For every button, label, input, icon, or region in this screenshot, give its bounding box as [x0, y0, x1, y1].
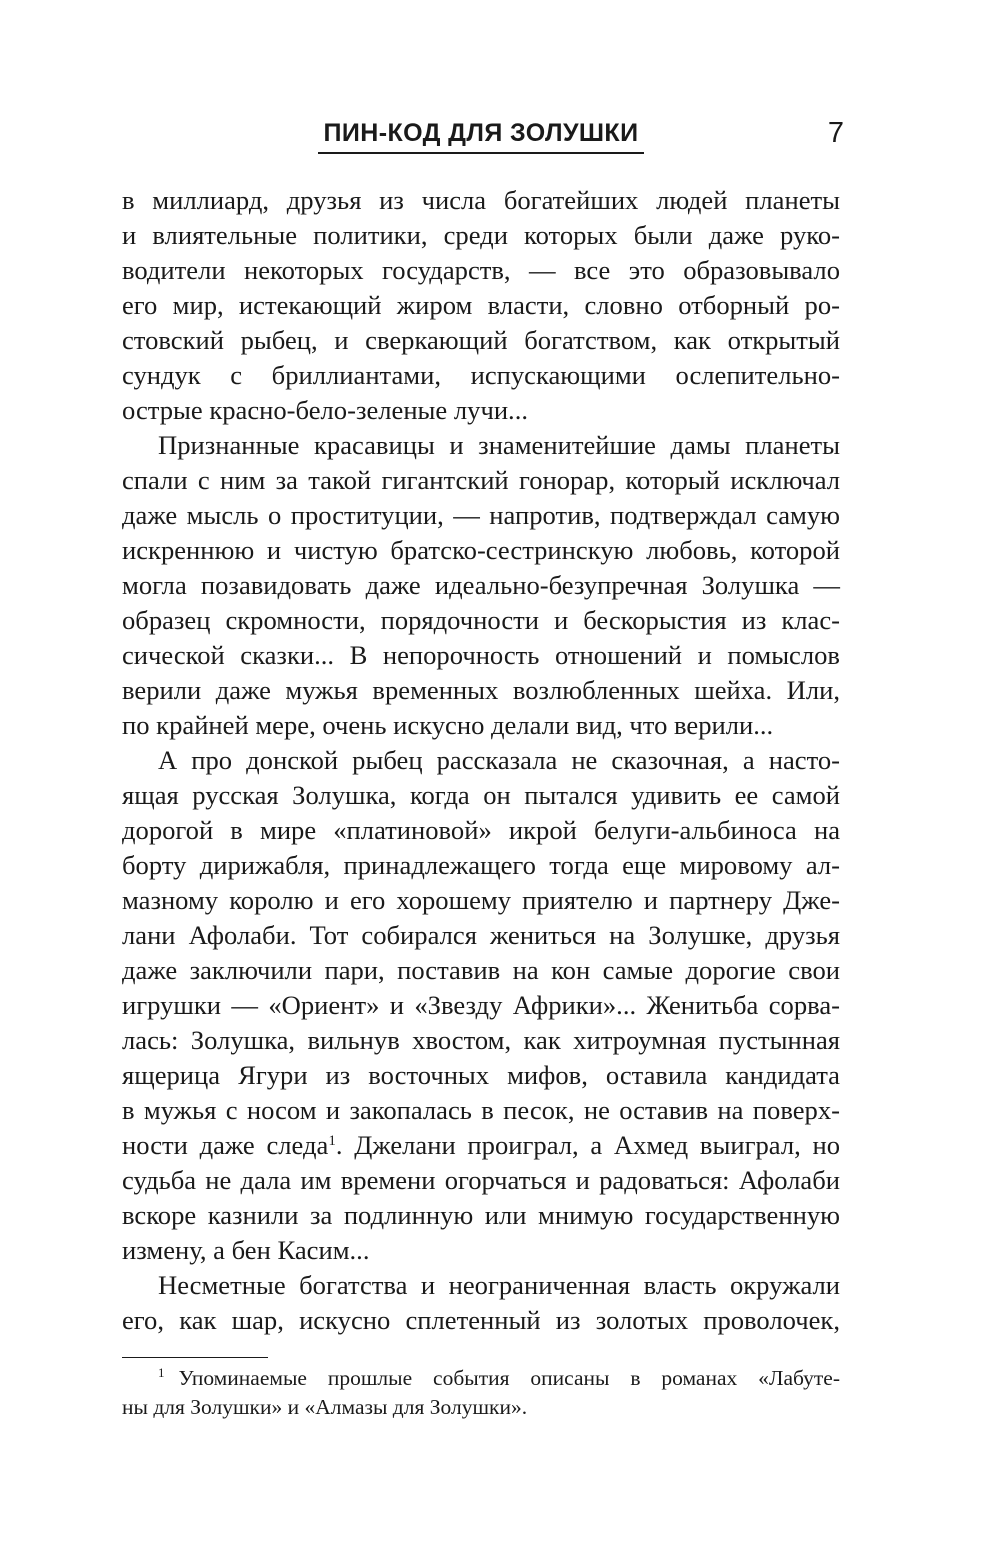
paragraph-first-line: Признанные красавицы и знаменитейшие дамы планеты	[158, 430, 840, 460]
text-line: стовский рыбец, и сверкающий богатством, как открытый	[122, 325, 840, 355]
text-line: лани Афолаби. Тот собирался жениться на Золушке, друзья	[122, 920, 840, 950]
text-line: дорогой в мире «платиновой» икрой белуги-альбиноса на	[122, 815, 840, 845]
footnote-line: ны для Золушки» и «Алмазы для Золушки».	[122, 1395, 528, 1419]
page-number: 7	[827, 117, 844, 149]
text-line: образец скромности, порядочности и бескорыстия из клас-	[122, 605, 840, 635]
text-line: и влиятельные политики, среди которых были даже руко-	[122, 220, 840, 250]
text-segment: . Джелани проиграл, а Ахмед выиграл, но	[335, 1130, 841, 1160]
text-line: могла позавидовать даже идеально-безупречная Золушка —	[122, 570, 840, 600]
footnotes	[122, 1364, 840, 1422]
text-line: водители некоторых государств, — все это образовывало	[122, 255, 840, 285]
text-line: игрушки — «Ориент» и «Звезду Африки»... Женитьба сорва-	[122, 990, 840, 1020]
text-line: даже мысль о проституции, — напротив, подтверждал самую	[122, 500, 840, 530]
text-line: лась: Золушка, вильнув хвостом, как хитроумная пустынная	[122, 1025, 840, 1055]
text-line: вскоре казнили за подлинную или мнимую государственную	[122, 1200, 840, 1230]
body-text	[122, 183, 840, 1338]
text-line: сической сказки... В непорочность отношений и помыслов	[122, 640, 840, 670]
text-segment: ности даже следа	[122, 1130, 329, 1160]
text-line: в миллиард, друзья из числа богатейших людей планеты	[122, 185, 840, 215]
text-line-with-footnote	[122, 1128, 840, 1163]
text-line: сундук с бриллиантами, испускающими ослепительно-	[122, 360, 840, 390]
paragraph-first-line: А про донской рыбец рассказала не сказочная, а насто-	[158, 745, 840, 775]
text-line: спали с ним за такой гигантский гонорар, который исключал	[122, 465, 840, 495]
footnote-text: Упоминаемые прошлые события описаны в романах «Лабуте-	[178, 1366, 840, 1390]
text-line: искреннюю и чистую братско-сестринскую любовь, которой	[122, 535, 840, 565]
text-line: ящая русская Золушка, когда он пытался удивить ее самой	[122, 780, 840, 810]
footnote-reference[interactable]: 1	[328, 1133, 336, 1149]
text-line: верили даже мужья временных возлюбленных шейха. Или,	[122, 675, 840, 705]
text-line: его мир, истекающий жиром власти, словно отборный ро-	[122, 290, 840, 320]
text-line: даже заключили пари, поставив на кон самые дорогие свои	[122, 955, 840, 985]
running-head-title: ПИН-КОД ДЛЯ ЗОЛУШКИ	[318, 116, 644, 154]
footnote-divider	[122, 1357, 268, 1358]
text-line: острые красно-бело-зеленые лучи...	[122, 395, 528, 425]
text-line: мазному королю и его хорошему приятелю и партнеру Дже-	[122, 885, 840, 915]
text-line: в мужья с носом и закопалась в песок, не оставив на поверх-	[122, 1095, 840, 1125]
text-line: по крайней мере, очень искусно делали вид, что верили...	[122, 710, 774, 740]
text-line: измену, а бен Касим...	[122, 1235, 370, 1265]
text-line: ящерица Ягури из восточных мифов, оставила кандидата	[122, 1060, 840, 1090]
footnote-line	[122, 1364, 840, 1393]
footnote-marker: 1	[158, 1365, 165, 1380]
text-line: его, как шар, искусно сплетенный из золотых проволочек,	[122, 1305, 840, 1335]
text-line: борту дирижабля, принадлежащего тогда еще мировому ал-	[122, 850, 840, 880]
text-line: судьба не дала им времени огорчаться и радоваться: Афолаби	[122, 1165, 840, 1195]
paragraph-first-line: Несметные богатства и неограниченная власть окружали	[158, 1270, 840, 1300]
